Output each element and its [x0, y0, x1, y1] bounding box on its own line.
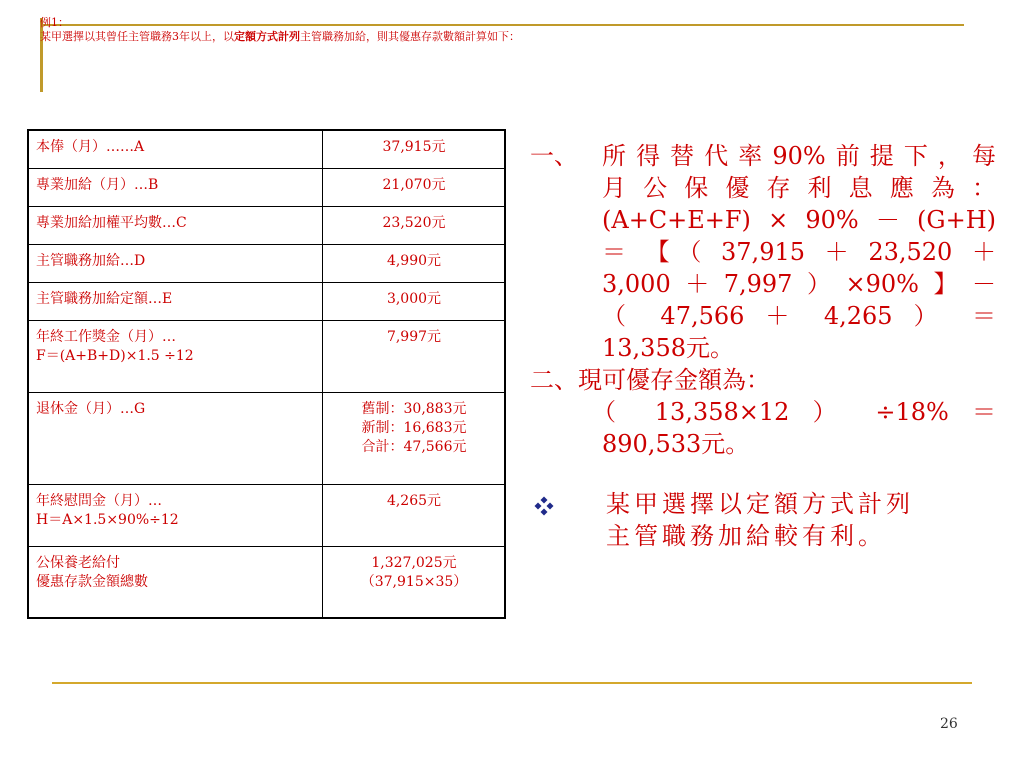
item-label-cell: [28, 168, 323, 206]
item-value: 7,997元: [386, 328, 442, 345]
item-label: 公保養老給付: [36, 554, 120, 571]
step-two-heading: 二、現可優存金額為：: [530, 366, 770, 394]
item-value: 舊制：30,883元: [361, 400, 467, 417]
item-label: 專業加給加權平均數…C: [36, 214, 187, 231]
highlighted-phrase: 定額方式計列: [234, 30, 300, 43]
item-value: 4,990元: [386, 252, 442, 269]
item-label-cell: [28, 206, 323, 244]
table-row: [28, 392, 505, 484]
item-label: F＝(A+B+D)×1.5 ÷12: [36, 347, 194, 364]
table-row: [28, 484, 505, 546]
item-label: 本俸（月）……A: [36, 139, 145, 155]
item-label: 退休金（月）…G: [36, 400, 146, 417]
item-value: 3,000元: [386, 290, 442, 307]
item-label-cell: [28, 320, 323, 392]
item-value-cell: [323, 168, 506, 206]
item-label: H＝A×1.5×90%÷12: [36, 511, 179, 528]
item-label: 年終工作獎金（月）…: [36, 328, 176, 345]
item-label-cell: [28, 546, 323, 618]
item-label: 主管職務加給定額…E: [36, 290, 173, 307]
step-one-line: 月公保優存利息應為：: [602, 174, 996, 202]
diamond-bullet-icon: [534, 496, 554, 516]
table-row: [28, 130, 505, 168]
page-number: 26: [940, 716, 958, 732]
step-one-line: ＝【（37,915＋23,520＋: [602, 238, 996, 266]
item-value-cell: [323, 546, 506, 618]
step-two: [530, 364, 996, 460]
item-label-cell: [28, 282, 323, 320]
example-description: 某甲選擇以其曾任主管職務3年以上，以定額方式計列主管職務加給，則其優惠存款數額計算如下：: [40, 30, 520, 43]
item-value: 21,070元: [382, 176, 446, 193]
item-value: （37,915×35）: [360, 573, 468, 590]
item-value-cell: [323, 130, 506, 168]
item-label: 主管職務加給…D: [36, 252, 146, 269]
item-value: 合計：47,566元: [361, 438, 467, 455]
bottom-divider: [52, 682, 972, 684]
item-value-cell: [323, 320, 506, 392]
item-value: 23,520元: [382, 214, 446, 231]
example-header: [40, 16, 940, 44]
item-label-cell: [28, 484, 323, 546]
item-label-cell: [28, 392, 323, 484]
item-value-cell: [323, 244, 506, 282]
item-value: 新制：16,683元: [361, 419, 467, 436]
calculation-explanation: [530, 140, 996, 552]
step-one-line: (A+C+E+F) × 90% － (G+H): [602, 206, 996, 234]
item-label: 年終慰問金（月）…: [36, 492, 162, 509]
table-row: [28, 168, 505, 206]
table-row: [28, 244, 505, 282]
conclusion-line: 主管職務加給較有利。: [606, 522, 886, 550]
item-value: 4,265元: [386, 492, 442, 509]
item-label-cell: [28, 130, 323, 168]
table-row: [28, 320, 505, 392]
table-row: [28, 546, 505, 618]
item-value-cell: [323, 206, 506, 244]
step-one: [530, 140, 996, 364]
item-value-cell: [323, 484, 506, 546]
item-value: 1,327,025元: [371, 554, 457, 571]
step-one-line: 所得替代率90%前提下，每: [602, 142, 996, 170]
conclusion-line: 某甲選擇以定額方式計列: [606, 490, 914, 518]
step-one-line: 13,358元。: [602, 334, 734, 362]
step-one-line: （ 47,566 ＋ 4,265 ） ＝: [602, 302, 996, 330]
example-label: 例1：: [40, 16, 69, 29]
salary-table: [27, 129, 506, 619]
step-two-formula: （ 13,358×12 ） ÷18% ＝: [592, 398, 996, 426]
item-value-cell: [323, 282, 506, 320]
conclusion: [530, 488, 996, 552]
item-label: 專業加給（月）…B: [36, 176, 159, 193]
step-one-number: 一、: [530, 142, 578, 170]
step-two-result: 890,533元。: [602, 430, 750, 458]
item-label: 優惠存款金額總數: [36, 573, 148, 590]
item-label-cell: [28, 244, 323, 282]
table-row: [28, 282, 505, 320]
step-one-line: 3,000＋7,997）×90%】－: [602, 270, 996, 298]
item-value-cell: [323, 392, 506, 484]
item-value: 37,915元: [382, 139, 446, 155]
table-row: [28, 206, 505, 244]
